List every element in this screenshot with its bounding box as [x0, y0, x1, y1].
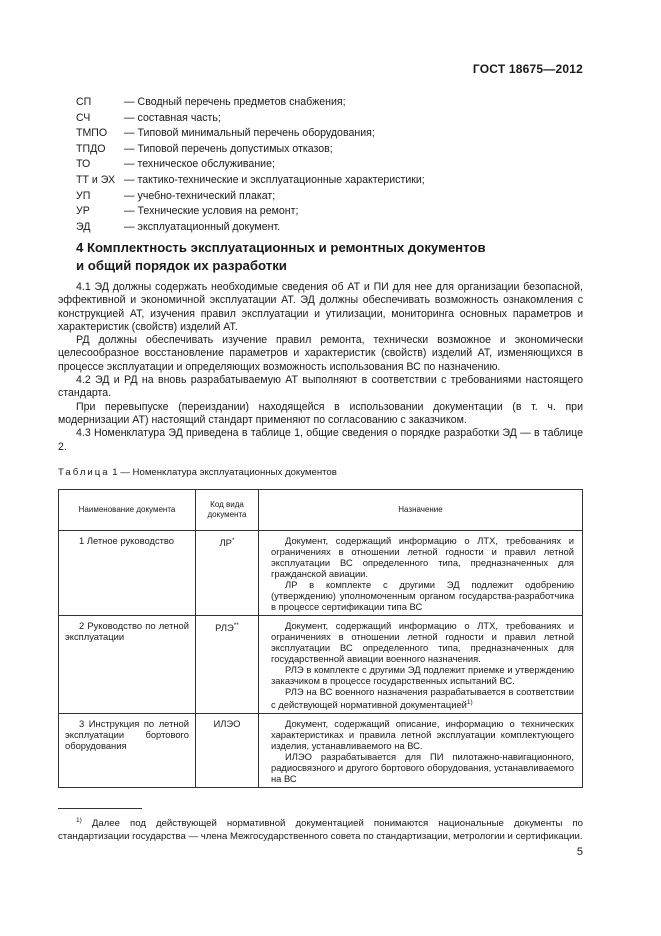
purpose-paragraph: Документ, содержащий описание, информацию о технических характеристиках и правила летной эксплуатации комплектующего изделия, устанавливаемого на ВС.: [271, 718, 574, 752]
table-row: [59, 714, 583, 788]
section-heading-line-2: и общий порядок их разработки: [76, 257, 287, 273]
footnote-text: Далее под действующей нормативной документацией понимаются национальные документы по стандартизации государства — члена Межгосударственного совета по стандартизации, метрологии и сертификации.: [58, 818, 583, 843]
abbreviation-definition: — эксплуатационный документ.: [124, 220, 281, 233]
footnote: [58, 814, 583, 843]
footnote-separator: [58, 808, 142, 809]
section-body: [58, 281, 583, 454]
document-code-cell: [196, 531, 259, 616]
purpose-paragraph: [271, 686, 574, 710]
abbreviation-definition: — Сводный перечень предметов снабжения;: [124, 96, 346, 108]
abbreviation-item: [76, 142, 556, 158]
document-purpose-cell: [259, 616, 583, 714]
abbreviation-definition: — Типовой минимальный перечень оборудования;: [124, 127, 375, 140]
table-caption-label: Таблица: [58, 467, 110, 478]
abbreviation-code: ТПДО: [76, 142, 106, 155]
document-name: 1 Летное руководство: [79, 535, 175, 546]
paragraph: При перевыпуске (переиздании) находящейся в использовании документации (в т. ч. при модернизации АТ) настоящий стандарт применяют по согласованию с заказчиком.: [58, 400, 583, 426]
standard-number: ГОСТ 18675—2012: [472, 62, 583, 76]
document-purpose-cell: [259, 714, 583, 788]
table-row: [59, 531, 583, 616]
document-code: ИЛЭО: [213, 718, 241, 730]
purpose-paragraph: ЛР в комплекте с другими ЭД подлежит одобрению (утверждению) уполномоченным органом государства-разработчика в процессе сертификации типа ВС: [271, 579, 574, 612]
paragraph: 4.1 ЭД должны содержать необходимые сведения об АТ и ПИ для нее для организации безопасной, эффективной и экономичной эксплуатации АТ. ЭД должны обеспечивать возможность ознакомления с конструкцией АТ, изучения правил эксплуатации и утилизации, мониторинга основных параметров и характеристик (свойств) изделий АТ.: [58, 281, 583, 333]
document-purpose-cell: [259, 531, 583, 616]
table-row: [59, 616, 583, 714]
footnote-reference: 1): [466, 699, 473, 706]
document-code-cell: [196, 616, 259, 714]
column-header-name: Наименование документа: [59, 490, 196, 531]
abbreviation-code: СЧ: [76, 111, 91, 124]
abbreviation-code: УР: [76, 205, 90, 218]
document-name-cell: [59, 714, 196, 788]
document-code-cell: [196, 714, 259, 788]
abbreviation-item: [76, 220, 556, 236]
abbreviation-item: [76, 157, 556, 173]
purpose-paragraph: РЛЭ в комплекте с другими ЭД подлежит приемке и утверждению заказчиком в процессе государственных испытаний ВС.: [271, 664, 574, 686]
abbreviation-definition: — Типовой перечень допустимых отказов;: [124, 142, 333, 155]
purpose-paragraph: ИЛЭО разрабатывается для ПИ пилотажно-навигационного, радиосвязного и другого бортового оборудования, устанавливаемого на ВС: [271, 751, 574, 785]
purpose-paragraph: Документ, содержащий информацию о ЛТХ, требованиях и ограничениях в отношении летной годности и правил летной эксплуатации ВС определенного типа, предназначенных для гражданской авиации.: [271, 535, 574, 579]
column-header-purpose: Назначение: [259, 490, 583, 531]
table-header-row: [59, 490, 583, 531]
paragraph: 4.3 Номенклатура ЭД приведена в таблице 1, общие сведения о порядке разработки ЭД — в таблице 2.: [58, 427, 583, 453]
code-footnote-mark: **: [233, 622, 239, 629]
abbreviation-definition: — Технические условия на ремонт;: [124, 205, 299, 218]
abbreviation-definition: — составная часть;: [124, 111, 221, 124]
document-name-cell: [59, 531, 196, 616]
nomenclature-table: [58, 489, 583, 788]
footnote-paragraph: [58, 814, 583, 843]
paragraph: 4.2 ЭД и РД на вновь разрабатываемую АТ выполняют в соответствии с требованиями настоящего стандарта.: [58, 374, 583, 400]
abbreviation-code: ЭД: [76, 220, 91, 233]
column-header-code: Код вида документа: [196, 490, 259, 531]
abbreviation-code: УП: [76, 189, 91, 202]
abbreviation-definition: — учебно-технический плакат;: [124, 189, 276, 202]
abbreviation-item: [76, 189, 556, 205]
purpose-paragraph: Документ, содержащий информацию о ЛТХ, требованиях и ограничениях в отношении летной годности и правил летной эксплуатации ВС определенного типа, предназначенных для государственной авиации военного назначения.: [271, 620, 574, 664]
document-code: РЛЭ: [215, 622, 234, 634]
abbreviation-item: [76, 173, 556, 189]
section-heading-line-1: 4 Комплектность эксплуатационных и ремонтных документов: [76, 240, 486, 255]
section-heading: [76, 239, 596, 274]
abbreviation-code: ТО: [76, 158, 91, 171]
footnote-mark: 1): [76, 817, 82, 824]
document-code: ЛР: [219, 537, 232, 549]
abbreviation-item: [76, 111, 556, 127]
abbreviation-item: [76, 204, 556, 220]
abbreviation-item: [76, 126, 556, 142]
abbreviation-item: [76, 95, 556, 111]
abbreviation-list: [76, 95, 556, 235]
abbreviation-code: ТТ и ЭХ: [76, 173, 116, 186]
table-caption-text: 1 — Номенклатура эксплуатационных документов: [109, 467, 337, 478]
abbreviation-code: СП: [76, 96, 92, 108]
table-caption: [58, 467, 337, 478]
document-name-cell: [59, 616, 196, 714]
document-name: 2 Руководство по летной эксплуатации: [65, 620, 189, 642]
abbreviation-definition: — тактико-технические и эксплуатационные характеристики;: [124, 173, 425, 186]
abbreviation-code: ТМПО: [76, 127, 108, 140]
page-number: 5: [576, 846, 583, 858]
paragraph: РД должны обеспечивать изучение правил ремонта, технически возможное и экономически целесообразное восстановление параметров и характеристик (свойств) изделий АТ, изменяющихся в процессе эксплуатации и определяющих возможность использования ВС по назначению.: [58, 334, 583, 373]
document-name: 3 Инструкция по летной эксплуатации бортового оборудования: [65, 718, 189, 752]
code-footnote-mark: *: [231, 537, 235, 544]
abbreviation-definition: — техническое обслуживание;: [124, 158, 275, 171]
purpose-text: РЛЭ на ВС военного назначения разрабатывается в соответствии с действующей нормативной документацией: [271, 686, 574, 711]
